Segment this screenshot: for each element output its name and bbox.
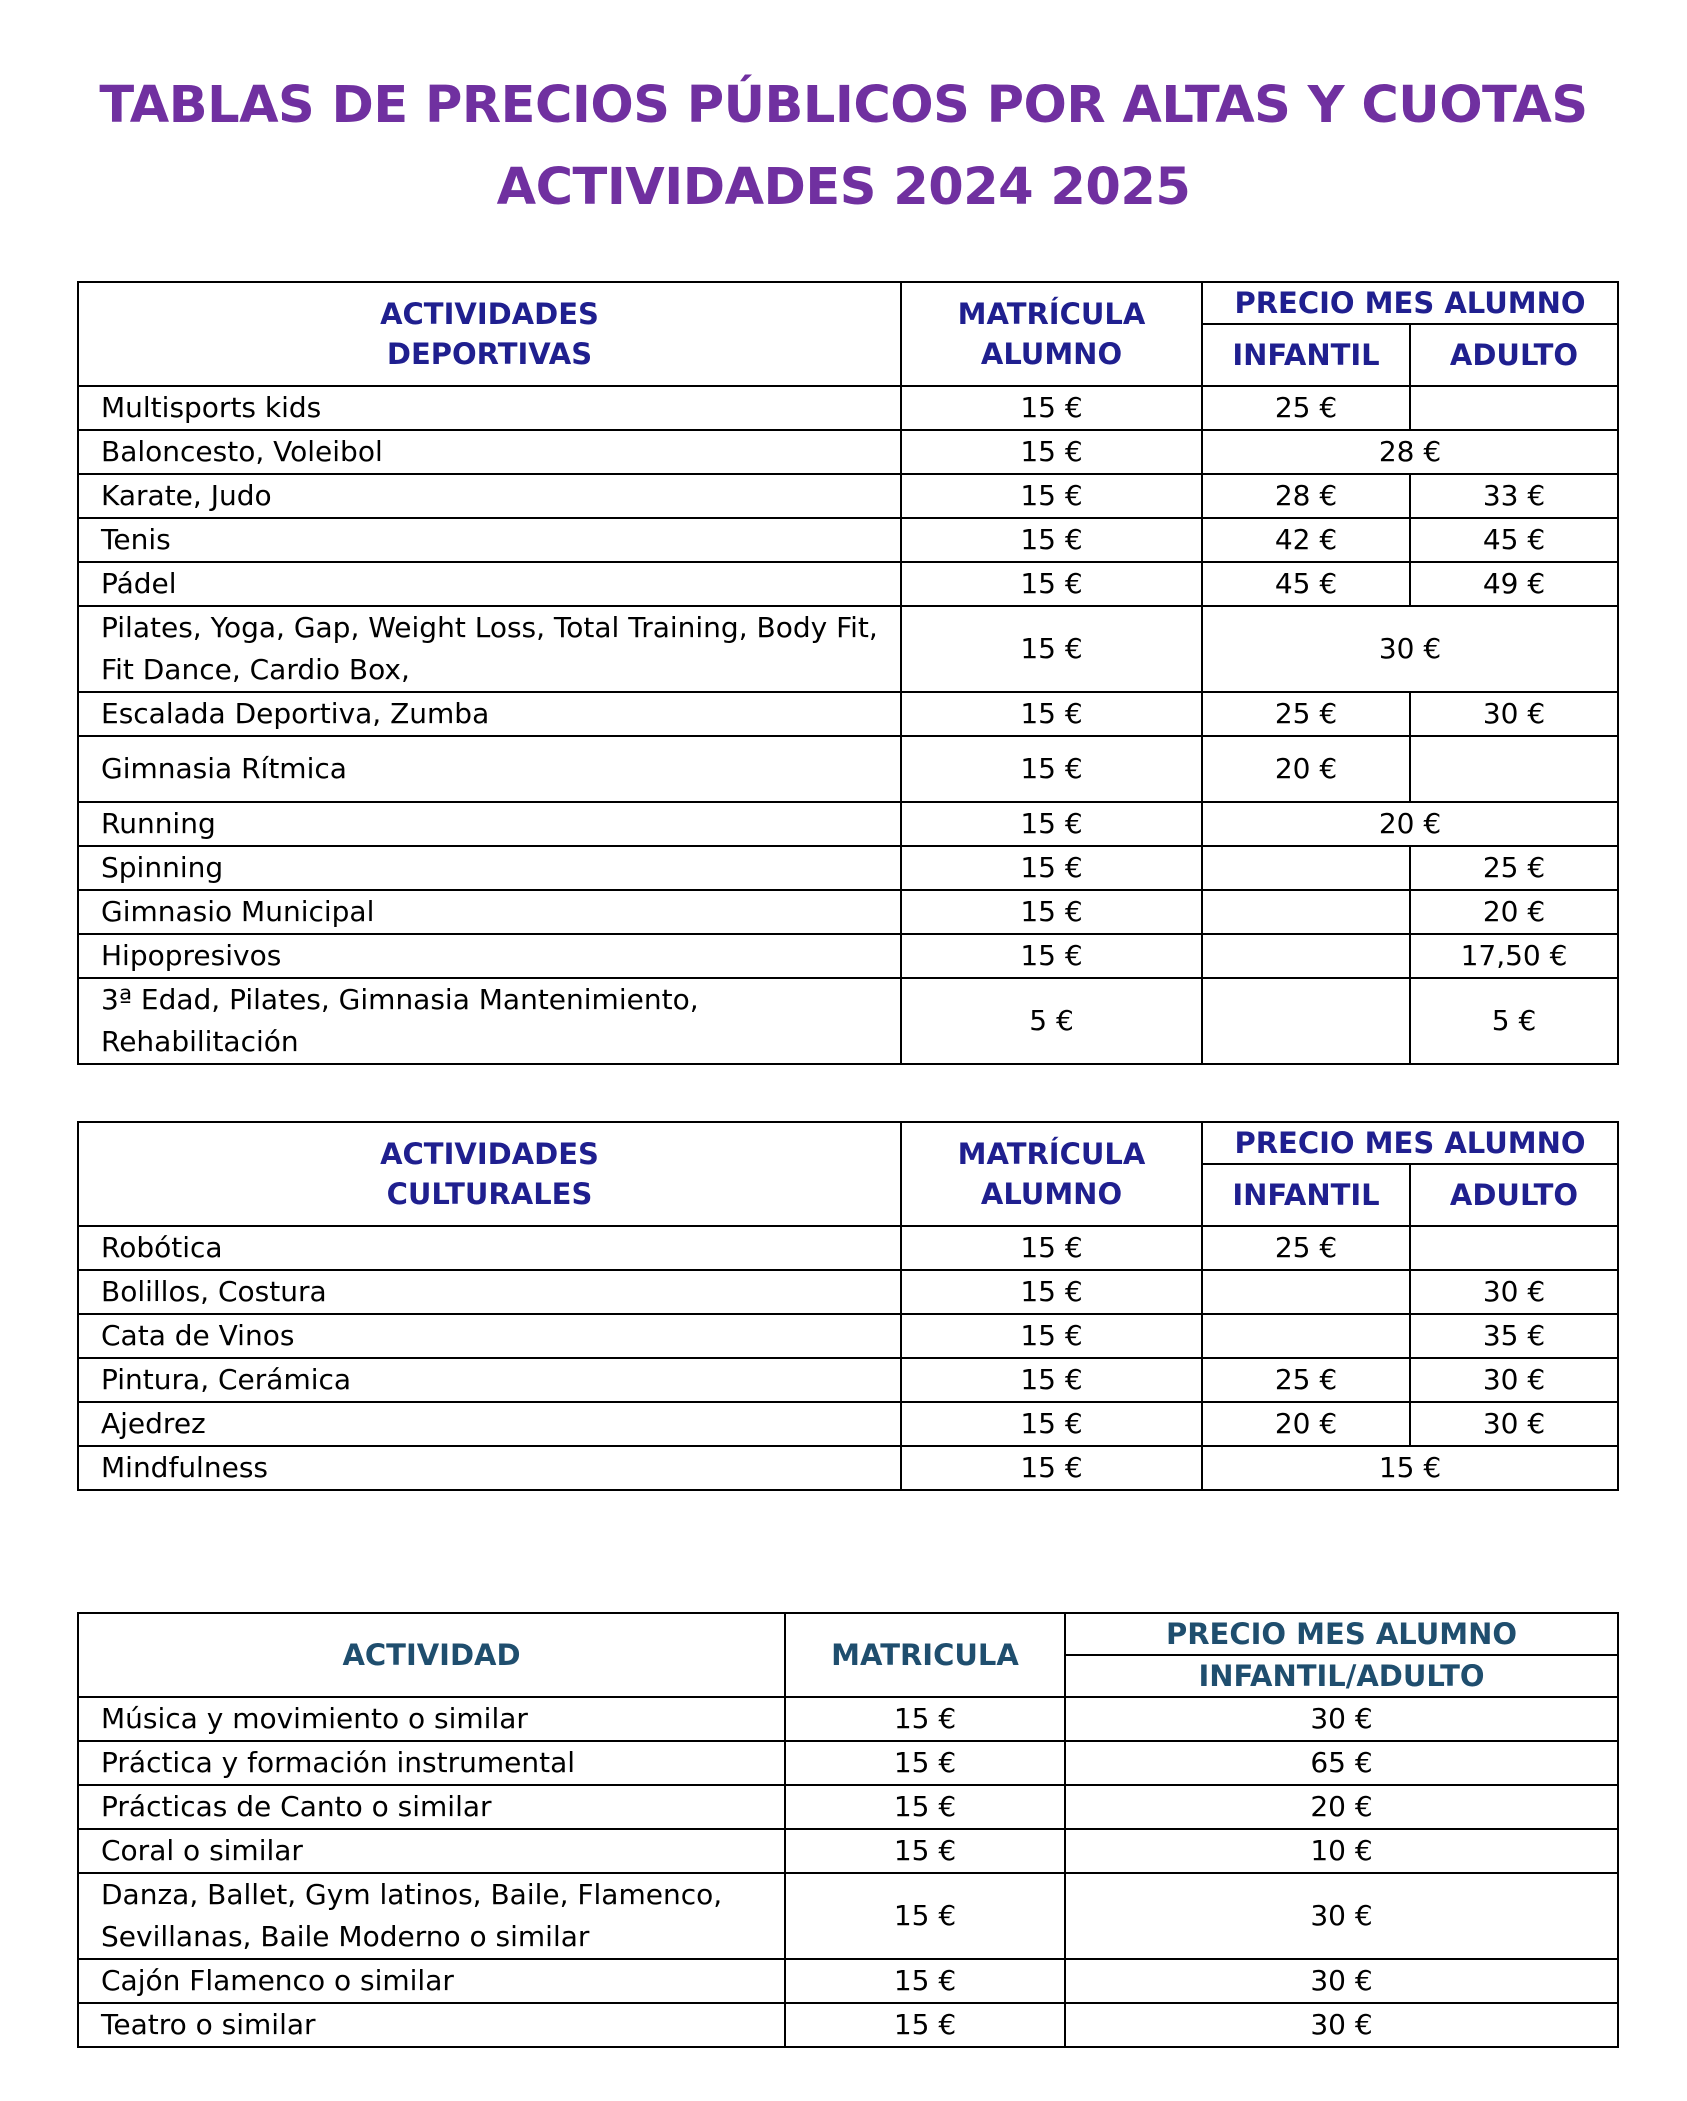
table-row <box>78 518 1618 562</box>
cell-matricula: 15 € <box>901 1270 1202 1314</box>
cell-matricula: 5 € <box>901 978 1202 1064</box>
cell-actividad: Robótica <box>78 1226 901 1270</box>
cell-actividad: Práctica y formación instrumental <box>78 1741 785 1785</box>
cell-precio: 30 € <box>1065 2003 1618 2047</box>
cell-adulto: 35 € <box>1410 1314 1618 1358</box>
header-actividades-culturales: ACTIVIDADES CULTURALES <box>78 1122 901 1226</box>
table-row <box>78 1785 1618 1829</box>
cell-actividad: Bolillos, Costura <box>78 1270 901 1314</box>
cell-infantil <box>1202 978 1410 1064</box>
header-actividad: ACTIVIDAD <box>78 1613 785 1697</box>
header-precio-mes-alumno: PRECIO MES ALUMNO <box>1202 282 1618 324</box>
cell-actividad: Mindfulness <box>78 1446 901 1490</box>
cell-actividad: Pintura, Cerámica <box>78 1358 901 1402</box>
header-infantil: INFANTIL <box>1202 324 1410 386</box>
table-row <box>78 802 1618 846</box>
header-adulto: ADULTO <box>1410 324 1618 386</box>
cell-matricula: 15 € <box>901 802 1202 846</box>
table-row <box>78 430 1618 474</box>
cell-infantil: 20 € <box>1202 736 1410 802</box>
cell-matricula: 15 € <box>901 518 1202 562</box>
cell-matricula: 15 € <box>901 890 1202 934</box>
table-row <box>78 386 1618 430</box>
cell-precio: 20 € <box>1065 1785 1618 1829</box>
cell-matricula: 15 € <box>901 1314 1202 1358</box>
table-row <box>78 1226 1618 1270</box>
cell-infantil <box>1202 846 1410 890</box>
table-actividades-deportivas <box>77 281 1619 1065</box>
table-row <box>78 1873 1618 1959</box>
cell-infantil: 25 € <box>1202 386 1410 430</box>
cell-actividad: Spinning <box>78 846 901 890</box>
cell-matricula: 15 € <box>901 562 1202 606</box>
cell-adulto: 30 € <box>1410 1270 1618 1314</box>
table-row <box>78 846 1618 890</box>
cell-infantil <box>1202 934 1410 978</box>
header-infantil: INFANTIL <box>1202 1164 1410 1226</box>
page-title-line1: TABLAS DE PRECIOS PÚBLICOS POR ALTAS Y CUOTAS <box>99 76 1588 135</box>
cell-infantil: 25 € <box>1202 1358 1410 1402</box>
table-row <box>78 2003 1618 2047</box>
cell-adulto: 20 € <box>1410 890 1618 934</box>
cell-infantil: 28 € <box>1202 474 1410 518</box>
table-row <box>78 736 1618 802</box>
cell-adulto: 17,50 € <box>1410 934 1618 978</box>
header-matricula: MATRICULA <box>785 1613 1065 1697</box>
cell-actividad: Música y movimiento o similar <box>78 1697 785 1741</box>
header-actividades-deportivas: ACTIVIDADES DEPORTIVAS <box>78 282 901 386</box>
cell-precio: 10 € <box>1065 1829 1618 1873</box>
cell-infantil <box>1202 890 1410 934</box>
cell-actividad: Hipopresivos <box>78 934 901 978</box>
table-row <box>78 1402 1618 1446</box>
cell-infantil: 25 € <box>1202 692 1410 736</box>
cell-infantil: 25 € <box>1202 1226 1410 1270</box>
cell-infantil: 20 € <box>1202 1402 1410 1446</box>
cell-actividad: 3ª Edad, Pilates, Gimnasia Mantenimiento, Rehabilitación <box>78 978 901 1064</box>
cell-matricula: 15 € <box>785 1873 1065 1959</box>
cell-matricula: 15 € <box>785 2003 1065 2047</box>
header-adulto: ADULTO <box>1410 1164 1618 1226</box>
cell-actividad: Gimnasia Rítmica <box>78 736 901 802</box>
cell-adulto: 5 € <box>1410 978 1618 1064</box>
cell-actividad: Gimnasio Municipal <box>78 890 901 934</box>
cell-matricula: 15 € <box>901 386 1202 430</box>
cell-actividad: Multisports kids <box>78 386 901 430</box>
table-row <box>78 1829 1618 1873</box>
table-row <box>78 978 1618 1064</box>
cell-infantil <box>1202 1314 1410 1358</box>
cell-precio-comun: 30 € <box>1202 606 1618 692</box>
table-row <box>78 1959 1618 2003</box>
cell-actividad: Pádel <box>78 562 901 606</box>
cell-adulto: 25 € <box>1410 846 1618 890</box>
cell-adulto: 49 € <box>1410 562 1618 606</box>
table-row <box>78 1697 1618 1741</box>
table-row <box>78 1741 1618 1785</box>
cell-precio: 65 € <box>1065 1741 1618 1785</box>
cell-adulto <box>1410 1226 1618 1270</box>
cell-matricula: 15 € <box>901 736 1202 802</box>
table-row <box>78 606 1618 692</box>
cell-precio-comun: 20 € <box>1202 802 1618 846</box>
cell-actividad: Danza, Ballet, Gym latinos, Baile, Flamenco, Sevillanas, Baile Moderno o similar <box>78 1873 785 1959</box>
cell-precio: 30 € <box>1065 1873 1618 1959</box>
cell-matricula: 15 € <box>901 1358 1202 1402</box>
cell-adulto: 30 € <box>1410 1402 1618 1446</box>
cell-matricula: 15 € <box>785 1829 1065 1873</box>
cell-matricula: 15 € <box>785 1785 1065 1829</box>
cell-adulto: 30 € <box>1410 1358 1618 1402</box>
cell-adulto: 45 € <box>1410 518 1618 562</box>
cell-actividad: Karate, Judo <box>78 474 901 518</box>
cell-matricula: 15 € <box>901 1226 1202 1270</box>
table-actividades-culturales <box>77 1121 1619 1491</box>
cell-actividad: Cajón Flamenco o similar <box>78 1959 785 2003</box>
cell-matricula: 15 € <box>901 1446 1202 1490</box>
cell-precio-comun: 28 € <box>1202 430 1618 474</box>
table-row <box>78 1446 1618 1490</box>
cell-precio-comun: 15 € <box>1202 1446 1618 1490</box>
header-matricula-alumno: MATRÍCULA ALUMNO <box>901 282 1202 386</box>
cell-precio: 30 € <box>1065 1697 1618 1741</box>
header-infantil-adulto: INFANTIL/ADULTO <box>1065 1655 1618 1697</box>
header-precio-mes-alumno: PRECIO MES ALUMNO <box>1202 1122 1618 1164</box>
cell-matricula: 15 € <box>901 430 1202 474</box>
cell-actividad: Baloncesto, Voleibol <box>78 430 901 474</box>
cell-matricula: 15 € <box>785 1697 1065 1741</box>
header-matricula-alumno: MATRÍCULA ALUMNO <box>901 1122 1202 1226</box>
cell-adulto: 33 € <box>1410 474 1618 518</box>
cell-actividad: Escalada Deportiva, Zumba <box>78 692 901 736</box>
cell-infantil: 42 € <box>1202 518 1410 562</box>
cell-actividad: Pilates, Yoga, Gap, Weight Loss, Total Training, Body Fit, Fit Dance, Cardio Box, <box>78 606 901 692</box>
table-row <box>78 562 1618 606</box>
cell-actividad: Prácticas de Canto o similar <box>78 1785 785 1829</box>
page-title-line2: ACTIVIDADES 2024 2025 <box>496 158 1191 217</box>
cell-adulto <box>1410 386 1618 430</box>
cell-infantil: 45 € <box>1202 562 1410 606</box>
table-row <box>78 934 1618 978</box>
table-row <box>78 692 1618 736</box>
cell-adulto <box>1410 736 1618 802</box>
table-actividades-musica <box>77 1612 1619 2048</box>
cell-matricula: 15 € <box>785 1959 1065 2003</box>
cell-matricula: 15 € <box>901 606 1202 692</box>
cell-matricula: 15 € <box>785 1741 1065 1785</box>
cell-actividad: Tenis <box>78 518 901 562</box>
cell-actividad: Teatro o similar <box>78 2003 785 2047</box>
cell-actividad: Coral o similar <box>78 1829 785 1873</box>
cell-actividad: Cata de Vinos <box>78 1314 901 1358</box>
cell-matricula: 15 € <box>901 474 1202 518</box>
table-row <box>78 1358 1618 1402</box>
cell-adulto: 30 € <box>1410 692 1618 736</box>
cell-matricula: 15 € <box>901 846 1202 890</box>
cell-matricula: 15 € <box>901 934 1202 978</box>
table-row <box>78 1314 1618 1358</box>
cell-infantil <box>1202 1270 1410 1314</box>
cell-actividad: Ajedrez <box>78 1402 901 1446</box>
table-row <box>78 890 1618 934</box>
table-row <box>78 474 1618 518</box>
cell-matricula: 15 € <box>901 692 1202 736</box>
table-row <box>78 1270 1618 1314</box>
header-precio-mes-alumno: PRECIO MES ALUMNO <box>1065 1613 1618 1655</box>
cell-matricula: 15 € <box>901 1402 1202 1446</box>
cell-actividad: Running <box>78 802 901 846</box>
cell-precio: 30 € <box>1065 1959 1618 2003</box>
